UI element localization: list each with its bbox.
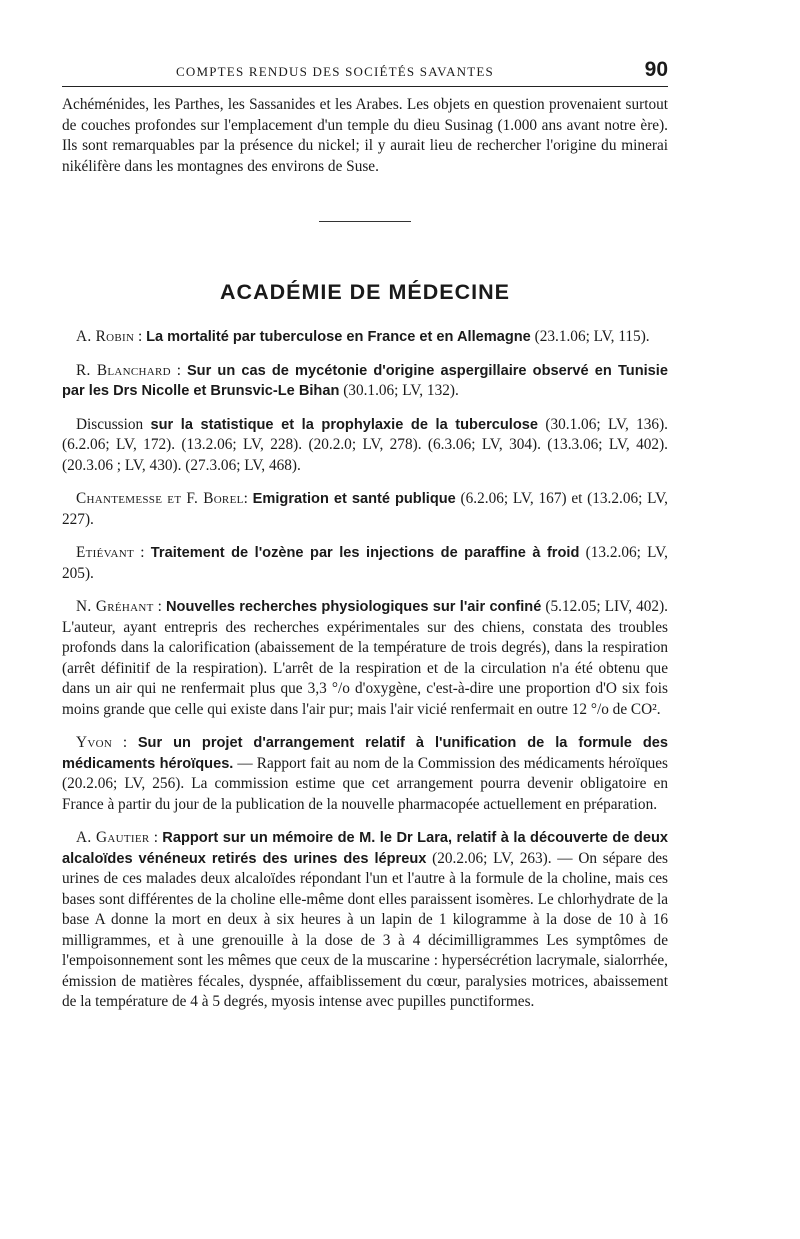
entry-robin xyxy=(62,327,668,348)
entry-reference: (6.2.06; LV, 167) et (13.2.06; LV, 227). xyxy=(62,490,668,528)
running-head: COMPTES RENDUS DES SOCIÉTÉS SAVANTES xyxy=(176,64,494,79)
document-page xyxy=(62,58,668,1013)
entry-title: sur la statistique et la prophylaxie de la tuberculose xyxy=(150,416,538,433)
entry-etievant xyxy=(62,543,668,584)
page-header xyxy=(62,58,668,87)
entry-gautier xyxy=(62,828,668,1013)
entry-separator xyxy=(143,416,150,433)
entry-author: Etiévant xyxy=(76,544,134,561)
entry-reference: (30.1.06; LV, 132). xyxy=(339,382,459,399)
entry-separator: : xyxy=(112,734,138,751)
entry-reference: (5.12.05; LIV, 402). L'auteur, ayant entrepris des recherches expérimentales sur des chiens, constata des troubles profonds dans la calorification (abaissement de la température de trois degrés), dans la respiration (arrêt définitif de la respiration). L'arrêt de la respiration et de la circulation n'a été obtenu que dans un air qui ne renfermait plus que 3,3 °/o d'oxygène, c'est-à-dire une proportion d'O six fois moins grande que celle qui existe dans l'air pur; mais l'air vicié renfermait en outre 12 °/o de CO². xyxy=(62,598,668,718)
entry-reference: (30.1.06; LV, 136). (6.2.06; LV, 172). (13.2.06; LV, 228). (20.2.0; LV, 278). (6.3.06; LV, 304). (13.3.06; LV, 402). (20.3.06 ; LV, 430). (27.3.06; LV, 468). xyxy=(62,415,668,474)
entry-reference: (23.1.06; LV, 115). xyxy=(530,328,650,345)
section-title: ACADÉMIE DE MÉDECINE xyxy=(220,280,510,304)
entry-blanchard xyxy=(62,361,668,402)
entry-title: Nouvelles recherches physiologiques sur l'air confiné xyxy=(166,599,542,615)
page-number: 90 xyxy=(644,58,668,81)
entry-title: Rapport sur un mémoire de M. le Dr Lara, relatif à la découverte de deux alcaloïdes vénéneux retirés des urines des lépreux xyxy=(62,830,668,867)
entry-yvon xyxy=(62,733,668,815)
entry-author: Chantemesse et F. Borel xyxy=(76,490,244,507)
entry-grehant xyxy=(62,597,668,720)
entry-author: R. Blanchard xyxy=(76,361,171,379)
entry-discussion xyxy=(62,415,668,477)
entry-author: N. Gréhant xyxy=(76,598,154,615)
intro-paragraph: Achéménides, les Parthes, les Sassanides et les Arabes. Les objets en question provenaient surtout de couches profondes sur l'emplacement d'un temple du dieu Susinag (1.000 ans avant notre ère). Ils sont remarquables par la présence du nickel; il y aurait lieu de rechercher l'origine du minerai nikélifère dans les montagnes des environs de Suse. xyxy=(62,96,668,175)
entry-author: Discussion xyxy=(76,415,144,433)
entry-separator: : xyxy=(149,829,163,846)
entry-reference: (20.2.06; LV, 263). — On sépare des urines de ces malades deux alcaloïdes répondant l'un et l'autre à la formule de la choline, mais ces bases sont différentes de la choline elle-même dont elles paraissent isomères. Le chlorhydrate de la base A donne la mort en deux à six heures à un lapin de 1 kilogramme à la dose de 10 à 16 milligrammes, et à une grenouille à la dose de 3 à 4 décimilligrammes Les symptômes de l'empoisonnement sont les mêmes que ceux de la muscarine : hypersécrétion lacrymale, sialorrhée, émission de matières fécales, dyspnée, affaiblissement du cœur, paralysies motrices, abaissement de la température de 4 à 5 degrés, myosis intense avec pupilles punctiformes. xyxy=(62,849,668,1010)
entry-author: A. Robin xyxy=(76,328,135,345)
entry-separator: : xyxy=(170,361,187,379)
entry-reference: (13.2.06; LV, 205). xyxy=(62,544,668,582)
entry-separator: : xyxy=(153,598,166,615)
entry-title: Traitement de l'ozène par les injections de paraffine à froid xyxy=(150,545,580,561)
entry-title: Sur un projet d'arrangement relatif à l'unification de la formule des médicaments héroïques. xyxy=(62,735,668,772)
entry-author: A. Gautier xyxy=(76,829,150,846)
entry-title: Sur un cas de mycétonie d'origine aspergillaire observé en Tunisie par les Drs Nicolle et Brunsvic-Le Bihan xyxy=(62,362,668,399)
entry-separator: : xyxy=(243,490,253,507)
entry-separator: : xyxy=(134,328,147,345)
section-divider xyxy=(319,221,411,222)
entry-separator: : xyxy=(133,544,151,561)
entry-chantemesse xyxy=(62,489,668,530)
entry-title: Emigration et santé publique xyxy=(252,491,456,507)
entry-reference: — Rapport fait au nom de la Commission des médicaments héroïques (20.2.06; LV, 256). La commission estime que cet arrangement pourra devenir obligatoire en France à partir du jour de la publication de la nouvelle pharmacopée actuellement en préparation. xyxy=(62,754,668,813)
entry-author: Yvon xyxy=(76,734,113,751)
entry-title: La mortalité par tuberculose en France et en Allemagne xyxy=(146,329,531,345)
